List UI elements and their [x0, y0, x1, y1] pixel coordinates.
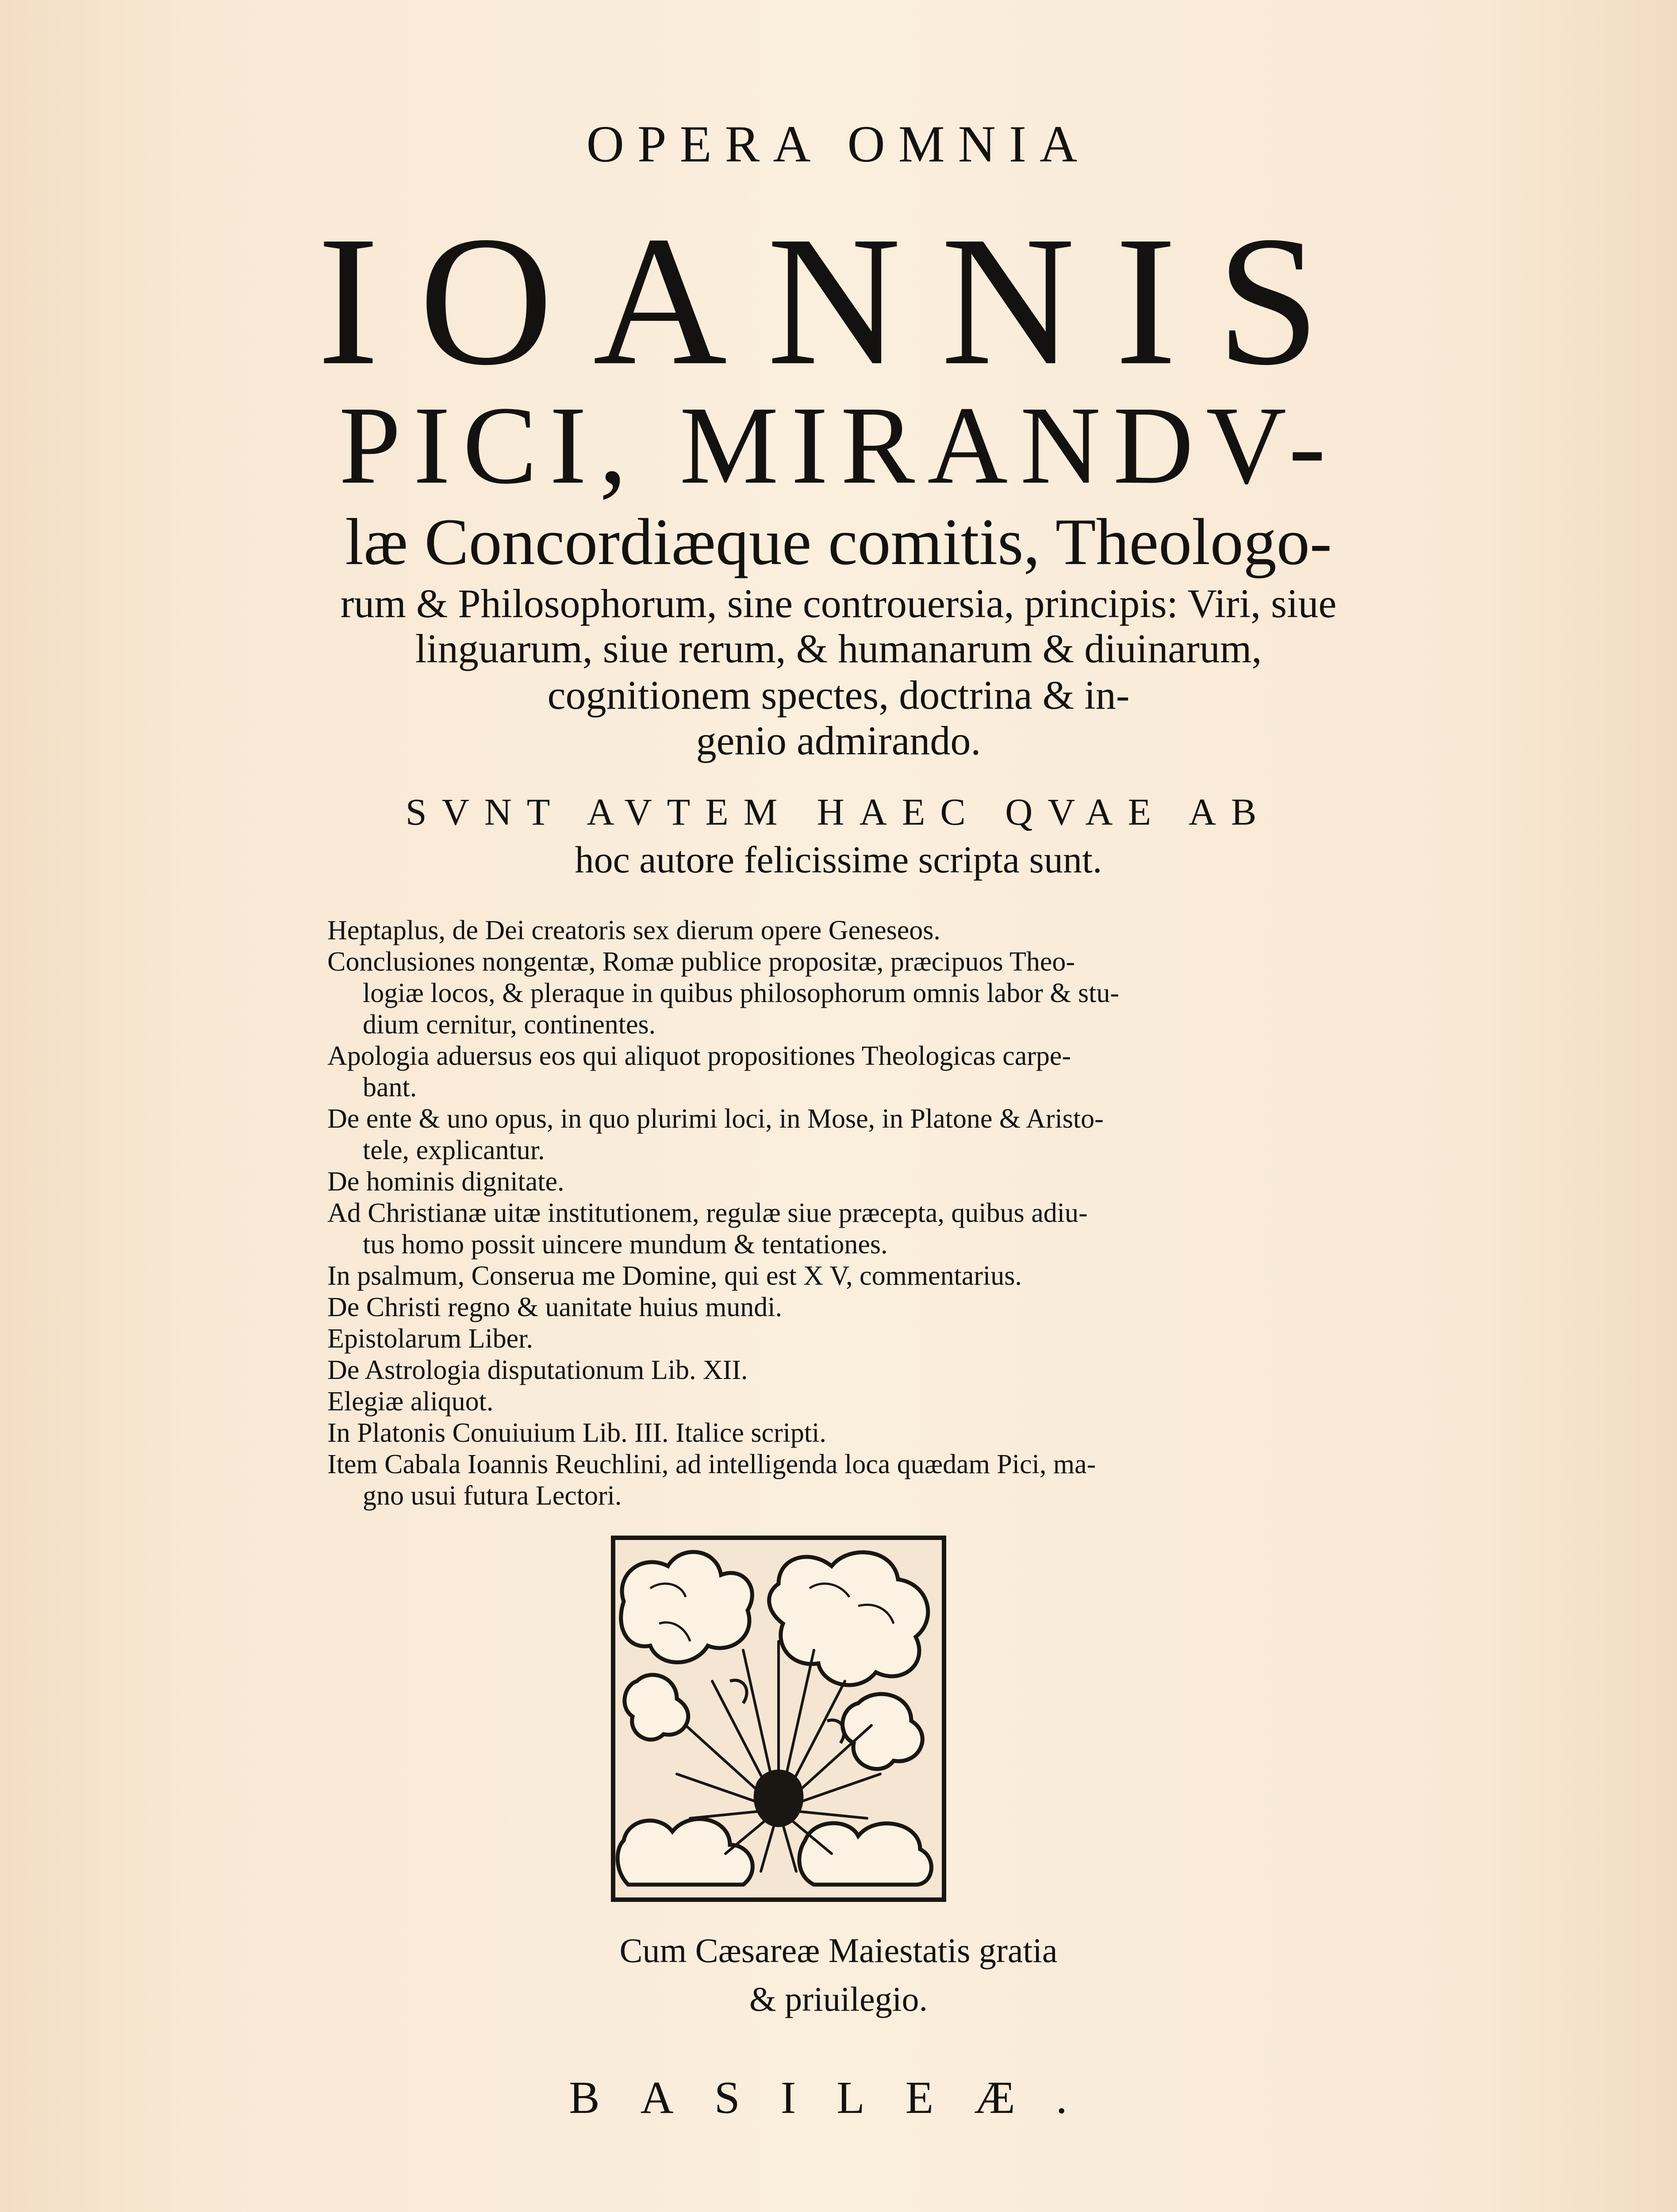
contents-item-continuation: bant. [363, 1072, 417, 1102]
contents-item-continuation: logiæ locos, & pleraque in quibus philosophorum omnis labor & stu- [363, 978, 1120, 1008]
description-line-3: cognitionem spectes, doctrina & in- [547, 672, 1130, 718]
privilege-line-2: & priuilegio. [749, 1980, 928, 2018]
contents-item: De Christi regno & uanitate huius mundi. [327, 1292, 783, 1322]
contents-item-continuation: tus homo possit uincere mundum & tentationes. [363, 1229, 888, 1260]
description-line-4: genio admirando. [696, 718, 981, 763]
privilege-line-1: Cum Cæsareæ Maiestatis gratia [619, 1931, 1058, 1970]
description-line-2: linguarum, siue rerum, & humanarum & diuinarum, [415, 626, 1262, 671]
contents-item: In psalmum, Conserua me Domine, qui est X V, commentarius. [327, 1261, 1022, 1291]
contents-item: Conclusiones nongentæ, Romæ publice propositæ, præcipuos Theo- [327, 947, 1075, 977]
contents-item: Item Cabala Ioannis Reuchlini, ad intelligenda loca quædam Pici, ma- [327, 1449, 1096, 1479]
printer-device-woodcut-icon [610, 1535, 947, 1902]
author-name-line: PICI, MIRANDV- [339, 383, 1338, 507]
contents-item-continuation: dium cernitur, continentes. [363, 1010, 656, 1040]
description-line-1: rum & Philosophorum, sine controuersia, principis: Viri, siue [340, 581, 1337, 626]
contents-item: Ad Christianæ uitæ institutionem, regulæ siue præcepta, quibus adiu- [327, 1198, 1088, 1228]
contents-item: De ente & uno opus, in quo plurimi loci, in Mose, in Platone & Aristo- [327, 1104, 1104, 1134]
contents-subheading: hoc autore felicissime scripta sunt. [575, 838, 1102, 881]
author-first-name: IOANNIS [317, 198, 1360, 403]
contents-item: Apologia aduersus eos qui aliquot propositiones Theologicas carpe- [327, 1041, 1071, 1071]
place-of-printing: BASILEÆ. [569, 2072, 1108, 2123]
opera-omnia-heading: OPERA OMNIA [586, 115, 1091, 173]
contents-item: De Astrologia disputationum Lib. XII. [327, 1355, 748, 1385]
contents-item-continuation: tele, explicantur. [363, 1135, 545, 1165]
contents-heading: SVNT AVTEM HAEC QVAE AB [405, 791, 1272, 833]
author-title-line: læ Concordiæque comitis, Theologo- [345, 505, 1332, 579]
contents-item: De hominis dignitate. [327, 1167, 564, 1197]
contents-item: Heptaplus, de Dei creatoris sex dierum opere Geneseos. [327, 915, 940, 945]
contents-item: In Platonis Conuiuium Lib. III. Italice scripti. [327, 1418, 826, 1448]
contents-item: Elegiæ aliquot. [327, 1386, 494, 1417]
contents-item: Epistolarum Liber. [327, 1324, 533, 1354]
contents-list [327, 915, 1292, 1512]
contents-item-continuation: gno usui futura Lectori. [363, 1481, 622, 1511]
